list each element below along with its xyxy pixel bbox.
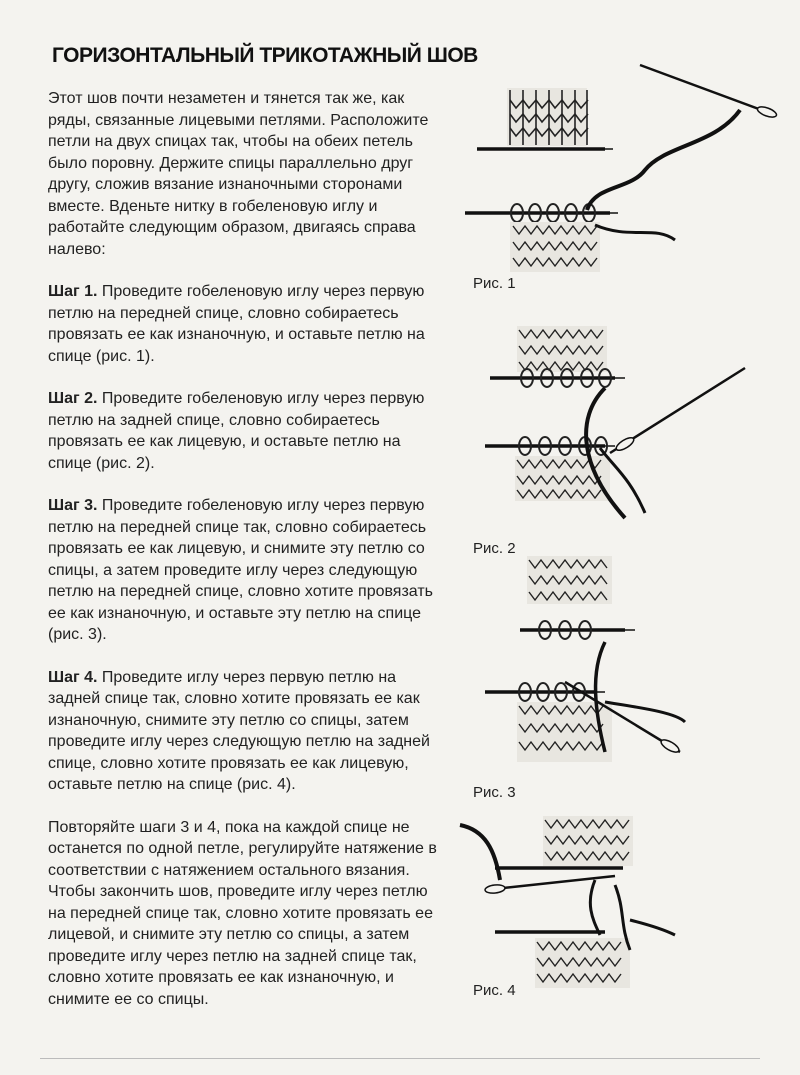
figure-1 [455,50,800,300]
step-3-paragraph [48,495,448,646]
step-2-text: Проведите гобеленовую иглу через первую петлю на задней спице, словно собираетесь провязать ее как лицевую, и оставьте петлю на спице (рис. 2). [48,390,425,472]
bottom-rule [40,1058,760,1059]
figure-4 [455,810,800,1040]
step-4-text: Проведите иглу через первую петлю на задней спице так, словно хотите провязать ее как изнаночную, снимите эту петлю со спицы, затем проведите иглу через следующую петлю на задней спице, словно хотите провязать ее как лицевую, оставьте петлю на спице (рис. 4). [48,668,430,793]
instructions-column [48,88,448,1031]
figure-3 [455,552,800,802]
figure-1-caption: Рис. 1 [473,275,516,292]
intro-paragraph: Этот шов почти незаметен и тянется так же, как ряды, связанные лицевыми петлями. Расположите петли на двух спицах так, чтобы на обеих петель было поровну. Держите спицы параллельно друг другу, сложив вязание изнаночными сторонами вместе. Вденьте нитку в гобеленовую иглу и работайте следующим образом, двигаясь справа налево: [48,90,429,258]
step-1-text: Проведите гобеленовую иглу через первую петлю на передней спице, словно собираетесь провязать ее как изнаночную, и оставьте петлю на спице (рис. 1). [48,283,425,365]
step-3-label: Шаг 3. [48,497,98,514]
figure-3-caption: Рис. 3 [473,784,516,801]
figure-2 [455,318,800,558]
outro-paragraph: Повторяйте шаги 3 и 4, пока на каждой спице не останется по одной петле, регулируйте натяжение в соответствии с натяжением остального вязания. Чтобы закончить шов, проведите иглу через петлю на передней спице так, словно хотите провязать ее лицевой, и снимите эту петлю со спицы, а затем проведите иглу через петлю на задней спице так, словно хотите провязать ее как изнаночную, и снимите ее со спицы. [48,818,437,1008]
step-1-paragraph [48,281,448,367]
step-3-text: Проведите гобеленовую иглу через первую петлю на передней спице так, словно собираетесь провязать ее как лицевую, и снимите эту петлю со спицы, а затем проведите иглу через следующую петлю на передней спице, словно хотите провязать ее как изнаночную, и оставьте эту петлю на спице (рис. 3). [48,497,434,643]
step-1-label: Шаг 1. [48,283,98,300]
figure-2-caption: Рис. 2 [473,540,516,557]
step-2-paragraph [48,388,448,474]
figure-4-caption: Рис. 4 [473,982,516,999]
figure-1-illustration [455,50,800,280]
figure-3-illustration [455,552,800,782]
step-4-paragraph [48,667,448,796]
step-2-label: Шаг 2. [48,390,98,407]
figure-4-illustration [455,810,800,1000]
figures-column [455,50,800,1050]
page-title: ГОРИЗОНТАЛЬНЫЙ ТРИКОТАЖНЫЙ ШОВ [52,44,478,67]
step-4-label: Шаг 4. [48,668,98,686]
figure-2-illustration [455,318,800,533]
